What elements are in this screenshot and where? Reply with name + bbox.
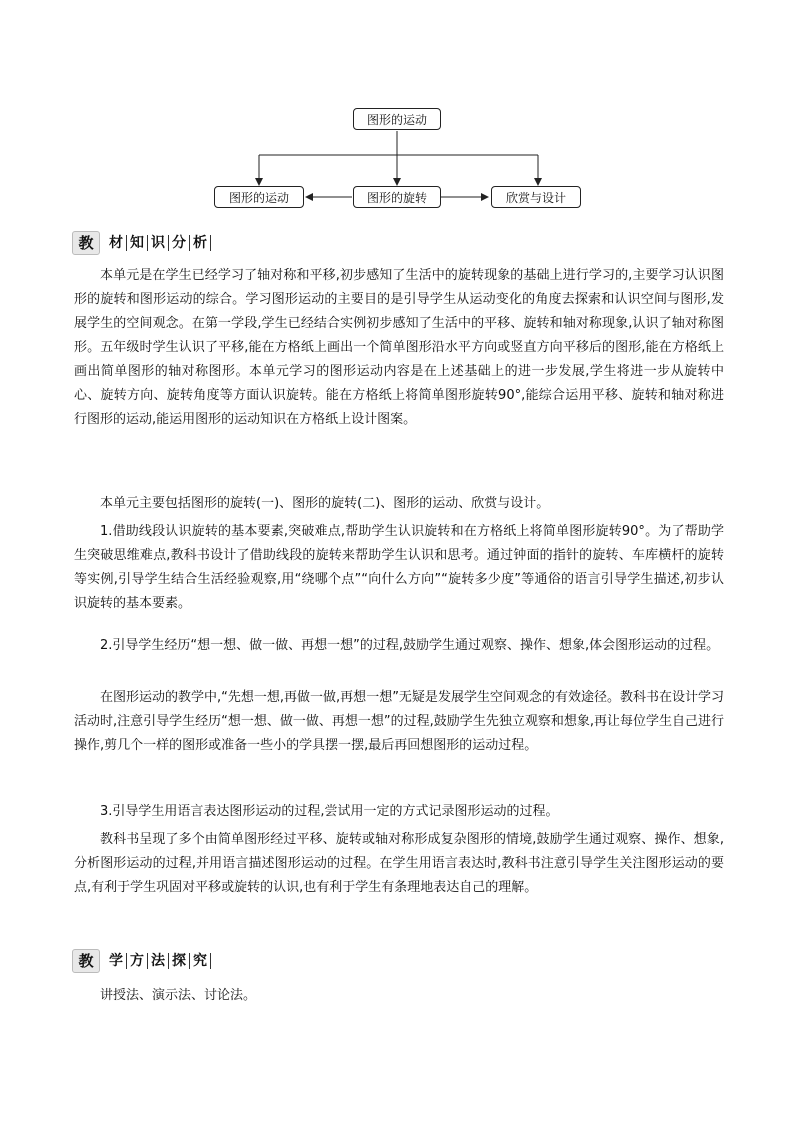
section-title-char: 知	[127, 235, 148, 251]
section-title	[106, 953, 211, 969]
paragraph-point-1: 1.借助线段认识旋转的基本要素,突破难点,帮助学生认识旋转和在方格纸上将简单图形旋转90°。为了帮助学生突破思维难点,教科书设计了借助线段的旋转来帮助学生认识和思考。通过钟面的指针的旋转、车库横杆的旋转等实例,引导学生结合生活经验观察,用“绕哪个点”“向什么方向”“旋转多少度”等通俗的语言引导学生描述,初步认识旋转的基本要素。	[74, 524, 724, 611]
section-heading-teaching-methods	[72, 948, 211, 974]
diagram-root-node: 图形的运动	[353, 108, 441, 130]
section-badge: 教	[72, 949, 100, 973]
diagram-node-design: 欣赏与设计	[491, 186, 581, 208]
section-title-char: 识	[148, 235, 169, 251]
paragraph-methods: 讲授法、演示法、讨论法。	[100, 988, 257, 1003]
diagram-node-motion: 图形的运动	[214, 186, 304, 208]
section-title-char: 法	[148, 953, 169, 969]
section-badge: 教	[72, 231, 100, 255]
concept-diagram	[0, 0, 794, 230]
section-title-char: 析	[190, 235, 211, 251]
section-title-char: 学	[106, 953, 127, 969]
section-heading-textbook-analysis	[72, 230, 211, 256]
section-title-char: 分	[169, 235, 190, 251]
section-title-char: 探	[169, 953, 190, 969]
paragraph-contents: 本单元主要包括图形的旋转(一)、图形的旋转(二)、图形的运动、欣赏与设计。	[100, 496, 550, 511]
section-title-char: 材	[106, 235, 127, 251]
diagram-node-rotation: 图形的旋转	[353, 186, 441, 208]
section-title	[106, 235, 211, 251]
paragraph-point-3-detail: 教科书呈现了多个由简单图形经过平移、旋转或轴对称形成复杂图形的情境,鼓励学生通过观察、操作、想象,分析图形运动的过程,并用语言描述图形运动的过程。在学生用语言表达时,教科书注意引导学生关注图形运动的要点,有利于学生巩固对平移或旋转的认识,也有利于学生有条理地表达自己的理解。	[74, 832, 724, 895]
section-title-char: 方	[127, 953, 148, 969]
paragraph-point-3: 3.引导学生用语言表达图形运动的过程,尝试用一定的方式记录图形运动的过程。	[100, 804, 559, 819]
paragraph-intro: 本单元是在学生已经学习了轴对称和平移,初步感知了生活中的旋转现象的基础上进行学习的,主要学习认识图形的旋转和图形运动的综合。学习图形运动的主要目的是引导学生从运动变化的角度去探索和认识空间与图形,发展学生的空间观念。在第一学段,学生已经结合实例初步感知了生活中的平移、旋转和轴对称现象,认识了轴对称图形。五年级时学生认识了平移,能在方格纸上画出一个简单图形沿水平方向或竖直方向平移后的图形,能在方格纸上画出简单图形的轴对称图形。本单元学习的图形运动内容是在上述基础上的进一步发展,学生将进一步从旋转中心、旋转方向、旋转角度等方面认识旋转。能在方格纸上将简单图形旋转90°,能综合运用平移、旋转和轴对称进行图形的运动,能运用图形的运动知识在方格纸上设计图案。	[74, 268, 724, 427]
section-title-char: 究	[190, 953, 211, 969]
paragraph-point-2-detail: 在图形运动的教学中,“先想一想,再做一做,再想一想”无疑是发展学生空间观念的有效途径。教科书在设计学习活动时,注意引导学生经历“想一想、做一做、再想一想”的过程,鼓励学生先独立观察和想象,再让每位学生自己进行操作,剪几个一样的图形或准备一些小的学具摆一摆,最后再回想图形的运动过程。	[74, 690, 724, 753]
paragraph-point-2: 2.引导学生经历“想一想、做一做、再想一想”的过程,鼓励学生通过观察、操作、想象,体会图形运动的过程。	[100, 638, 720, 653]
